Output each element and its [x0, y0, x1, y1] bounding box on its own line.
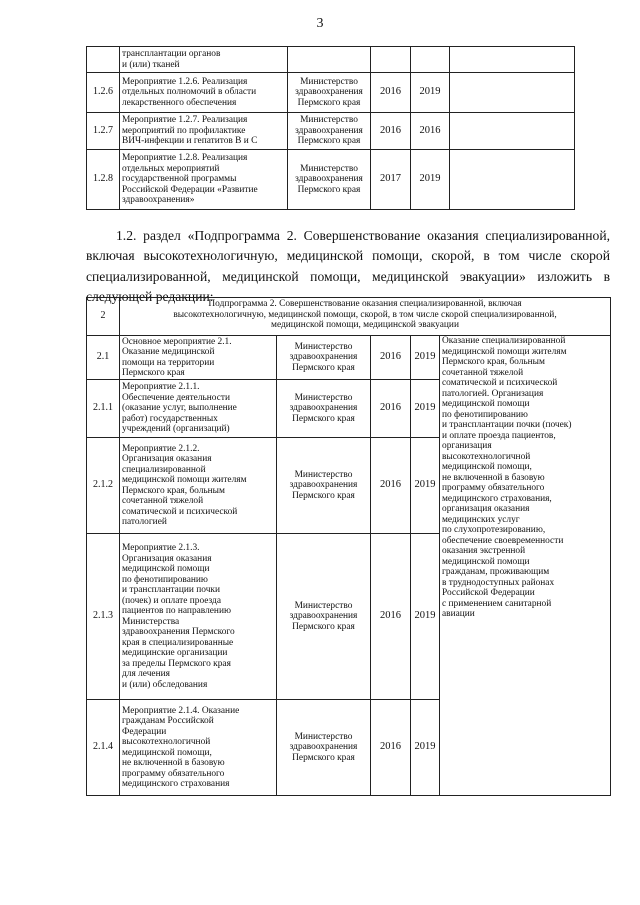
end-year: 2019	[411, 380, 440, 438]
row-number: 2.1.3	[87, 534, 120, 700]
table-cell	[288, 47, 371, 73]
responsible-org: Министерство здравоохранения Пермского края	[288, 73, 371, 113]
responsible-org: Министерство здравоохранения Пермского края	[288, 150, 371, 210]
end-year: 2019	[411, 150, 450, 210]
responsible-org: Министерство здравоохранения Пермского края	[277, 438, 371, 534]
row-number: 1.2.8	[87, 150, 120, 210]
start-year: 2016	[371, 113, 411, 150]
table-row	[87, 336, 611, 380]
page-number: 3	[316, 16, 324, 31]
start-year: 2016	[371, 700, 411, 796]
end-year: 2019	[411, 438, 440, 534]
table-row	[87, 150, 575, 210]
activity-name: Мероприятие 2.1.4. Оказание гражданам Российской Федерации высокотехнологичной медицинской помощи, не включенной в базовую программу обязательного медицинского страхования	[120, 700, 277, 796]
start-year: 2016	[371, 438, 411, 534]
activity-name: Мероприятие 1.2.6. Реализация отдельных полномочий в области лекарственного обеспечения	[120, 73, 288, 113]
responsible-org: Министерство здравоохранения Пермского края	[277, 700, 371, 796]
continuation-table	[86, 46, 575, 210]
responsible-org: Министерство здравоохранения Пермского края	[277, 380, 371, 438]
table-cell	[450, 47, 575, 73]
header-number: 2	[87, 298, 120, 336]
row-number: 1.2.7	[87, 113, 120, 150]
start-year: 2016	[371, 336, 411, 380]
subprogram-table	[86, 297, 611, 796]
row-number: 2.1.2	[87, 438, 120, 534]
end-year: 2019	[411, 336, 440, 380]
table-row	[87, 73, 575, 113]
start-year: 2016	[371, 380, 411, 438]
end-year: 2019	[411, 73, 450, 113]
table-row	[87, 47, 575, 73]
activity-name: Мероприятие 2.1.2. Организация оказания специализированной медицинской помощи жителям Пермского края, больным сочетанной тяжелой соматической и психической патологией	[120, 438, 277, 534]
row-number: 1.2.6	[87, 73, 120, 113]
activity-name: Мероприятие 2.1.1. Обеспечение деятельности (оказание услуг, выполнение работ) государственных учреждений (организаций)	[120, 380, 277, 438]
start-year: 2016	[371, 73, 411, 113]
activity-name: Мероприятие 1.2.7. Реализация мероприятий по профилактике ВИЧ-инфекции и гепатитов В и С	[120, 113, 288, 150]
table-cell	[87, 47, 120, 73]
table-row	[87, 113, 575, 150]
body-paragraph: 1.2. раздел «Подпрограмма 2. Совершенствование оказания специализированной, включая высокотехнологичную, медицинской помощи, скорой, в том числе скорой специализированной, медицинской помощи, медицинской эвакуации» изложить в следующей редакции:	[86, 227, 610, 305]
activity-name: Мероприятие 2.1.3. Организация оказания медицинской помощи по фенотипированию и трансплантации почки (почек) и оплате проезда пациентов по направлению Министерства здравоохранения Пермского края в специализированные медицинские организации за пределы Пермского края для лечения и (или) обследования	[120, 534, 277, 700]
end-year: 2019	[411, 700, 440, 796]
responsible-org: Министерство здравоохранения Пермского края	[288, 113, 371, 150]
row-number: 2.1.4	[87, 700, 120, 796]
activity-name: Основное мероприятие 2.1. Оказание медицинской помощи на территории Пермского края	[120, 336, 277, 380]
table-cell	[450, 113, 575, 150]
row-number: 2.1.1	[87, 380, 120, 438]
responsible-org: Министерство здравоохранения Пермского края	[277, 336, 371, 380]
table-cell	[450, 150, 575, 210]
table-cell	[450, 73, 575, 113]
expected-result: Оказание специализированной медицинской помощи жителям Пермского края, больным сочетанной тяжелой соматической и психической патологией. Организация медицинской помощи по фенотипированию и трансплантации почки (почек) и оплате проезда пациентов, организация высокотехнологичной медицинской помощи, не включенной в базовую программу обязательного медицинского страхования, организация оказания медицинских услуг по слухопротезированию, обеспечение своевременности оказания экстренной медицинской помощи гражданам, проживающим в труднодоступных районах Российской Федерации с применением санитарной авиации	[440, 336, 611, 796]
table-cell	[411, 47, 450, 73]
start-year: 2016	[371, 534, 411, 700]
table-header-row	[87, 298, 611, 336]
row-number: 2.1	[87, 336, 120, 380]
table-cell-name: трансплантации органов и (или) тканей	[120, 47, 288, 73]
subprogram-title: Подпрограмма 2. Совершенствование оказания специализированной, включая высокотехнологичную, медицинской помощи, скорой, в том числе скорой специализированной, медицинской помощи, медицинской эвакуации	[120, 298, 611, 336]
start-year: 2017	[371, 150, 411, 210]
end-year: 2016	[411, 113, 450, 150]
end-year: 2019	[411, 534, 440, 700]
responsible-org: Министерство здравоохранения Пермского края	[277, 534, 371, 700]
table-cell	[371, 47, 411, 73]
activity-name: Мероприятие 1.2.8. Реализация отдельных мероприятий государственной программы Российской Федерации «Развитие здравоохранения»	[120, 150, 288, 210]
